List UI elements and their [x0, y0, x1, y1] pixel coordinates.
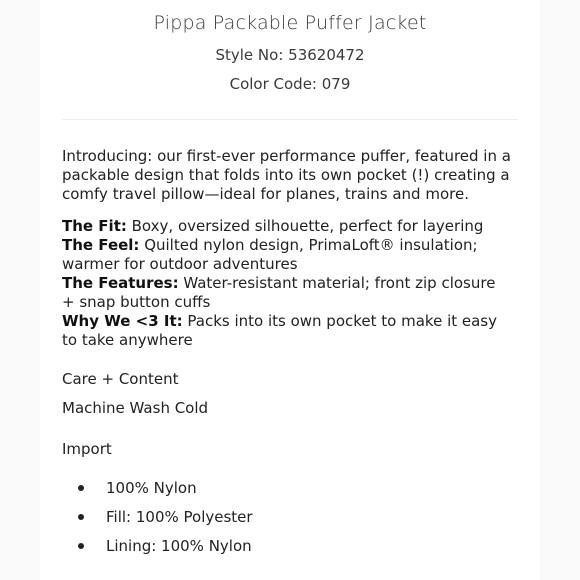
feature-text: Quilted nylon design, PrimaLoft® insulation; warmer for outdoor adventures [62, 236, 478, 273]
feature-feel [62, 236, 512, 274]
material-text: Lining: 100% Nylon [106, 537, 252, 555]
bullet-icon [78, 485, 84, 491]
wash-instructions: Machine Wash Cold [62, 399, 209, 417]
intro-paragraph: Introducing: our first-ever performance puffer, featured in a packable design that folds into its own pocket (!) creating a comfy travel pillow—ideal for planes, trains and more. [62, 147, 511, 203]
bullet-icon [78, 543, 84, 549]
list-item [62, 479, 512, 498]
feature-label: The Feel: [62, 236, 140, 254]
material-text: Fill: 100% Polyester [106, 508, 253, 526]
product-description [62, 147, 512, 566]
feature-features [62, 274, 512, 312]
product-title: Pippa Packable Puffer Jacket [153, 12, 427, 34]
care-heading: Care + Content [62, 370, 179, 388]
feature-label: The Features: [62, 274, 179, 292]
feature-fit [62, 217, 512, 236]
feature-text: Boxy, oversized silhouette, perfect for layering [126, 217, 484, 235]
feature-why [62, 312, 512, 350]
material-text: 100% Nylon [106, 479, 197, 497]
list-item [62, 508, 512, 527]
origin-label: Import [62, 440, 112, 458]
color-code: Color Code: 079 [229, 75, 351, 93]
feature-text: Packs into its own pocket to make it easy to take anywhere [62, 312, 497, 349]
feature-label: Why We <3 It: [62, 312, 183, 330]
divider [62, 119, 518, 120]
materials-list [62, 479, 512, 556]
bullet-icon [78, 514, 84, 520]
style-number: Style No: 53620472 [215, 46, 365, 64]
feature-label: The Fit: [62, 217, 127, 235]
feature-text: Water-resistant material; front zip closure + snap button cuffs [62, 274, 496, 311]
list-item [62, 537, 512, 556]
